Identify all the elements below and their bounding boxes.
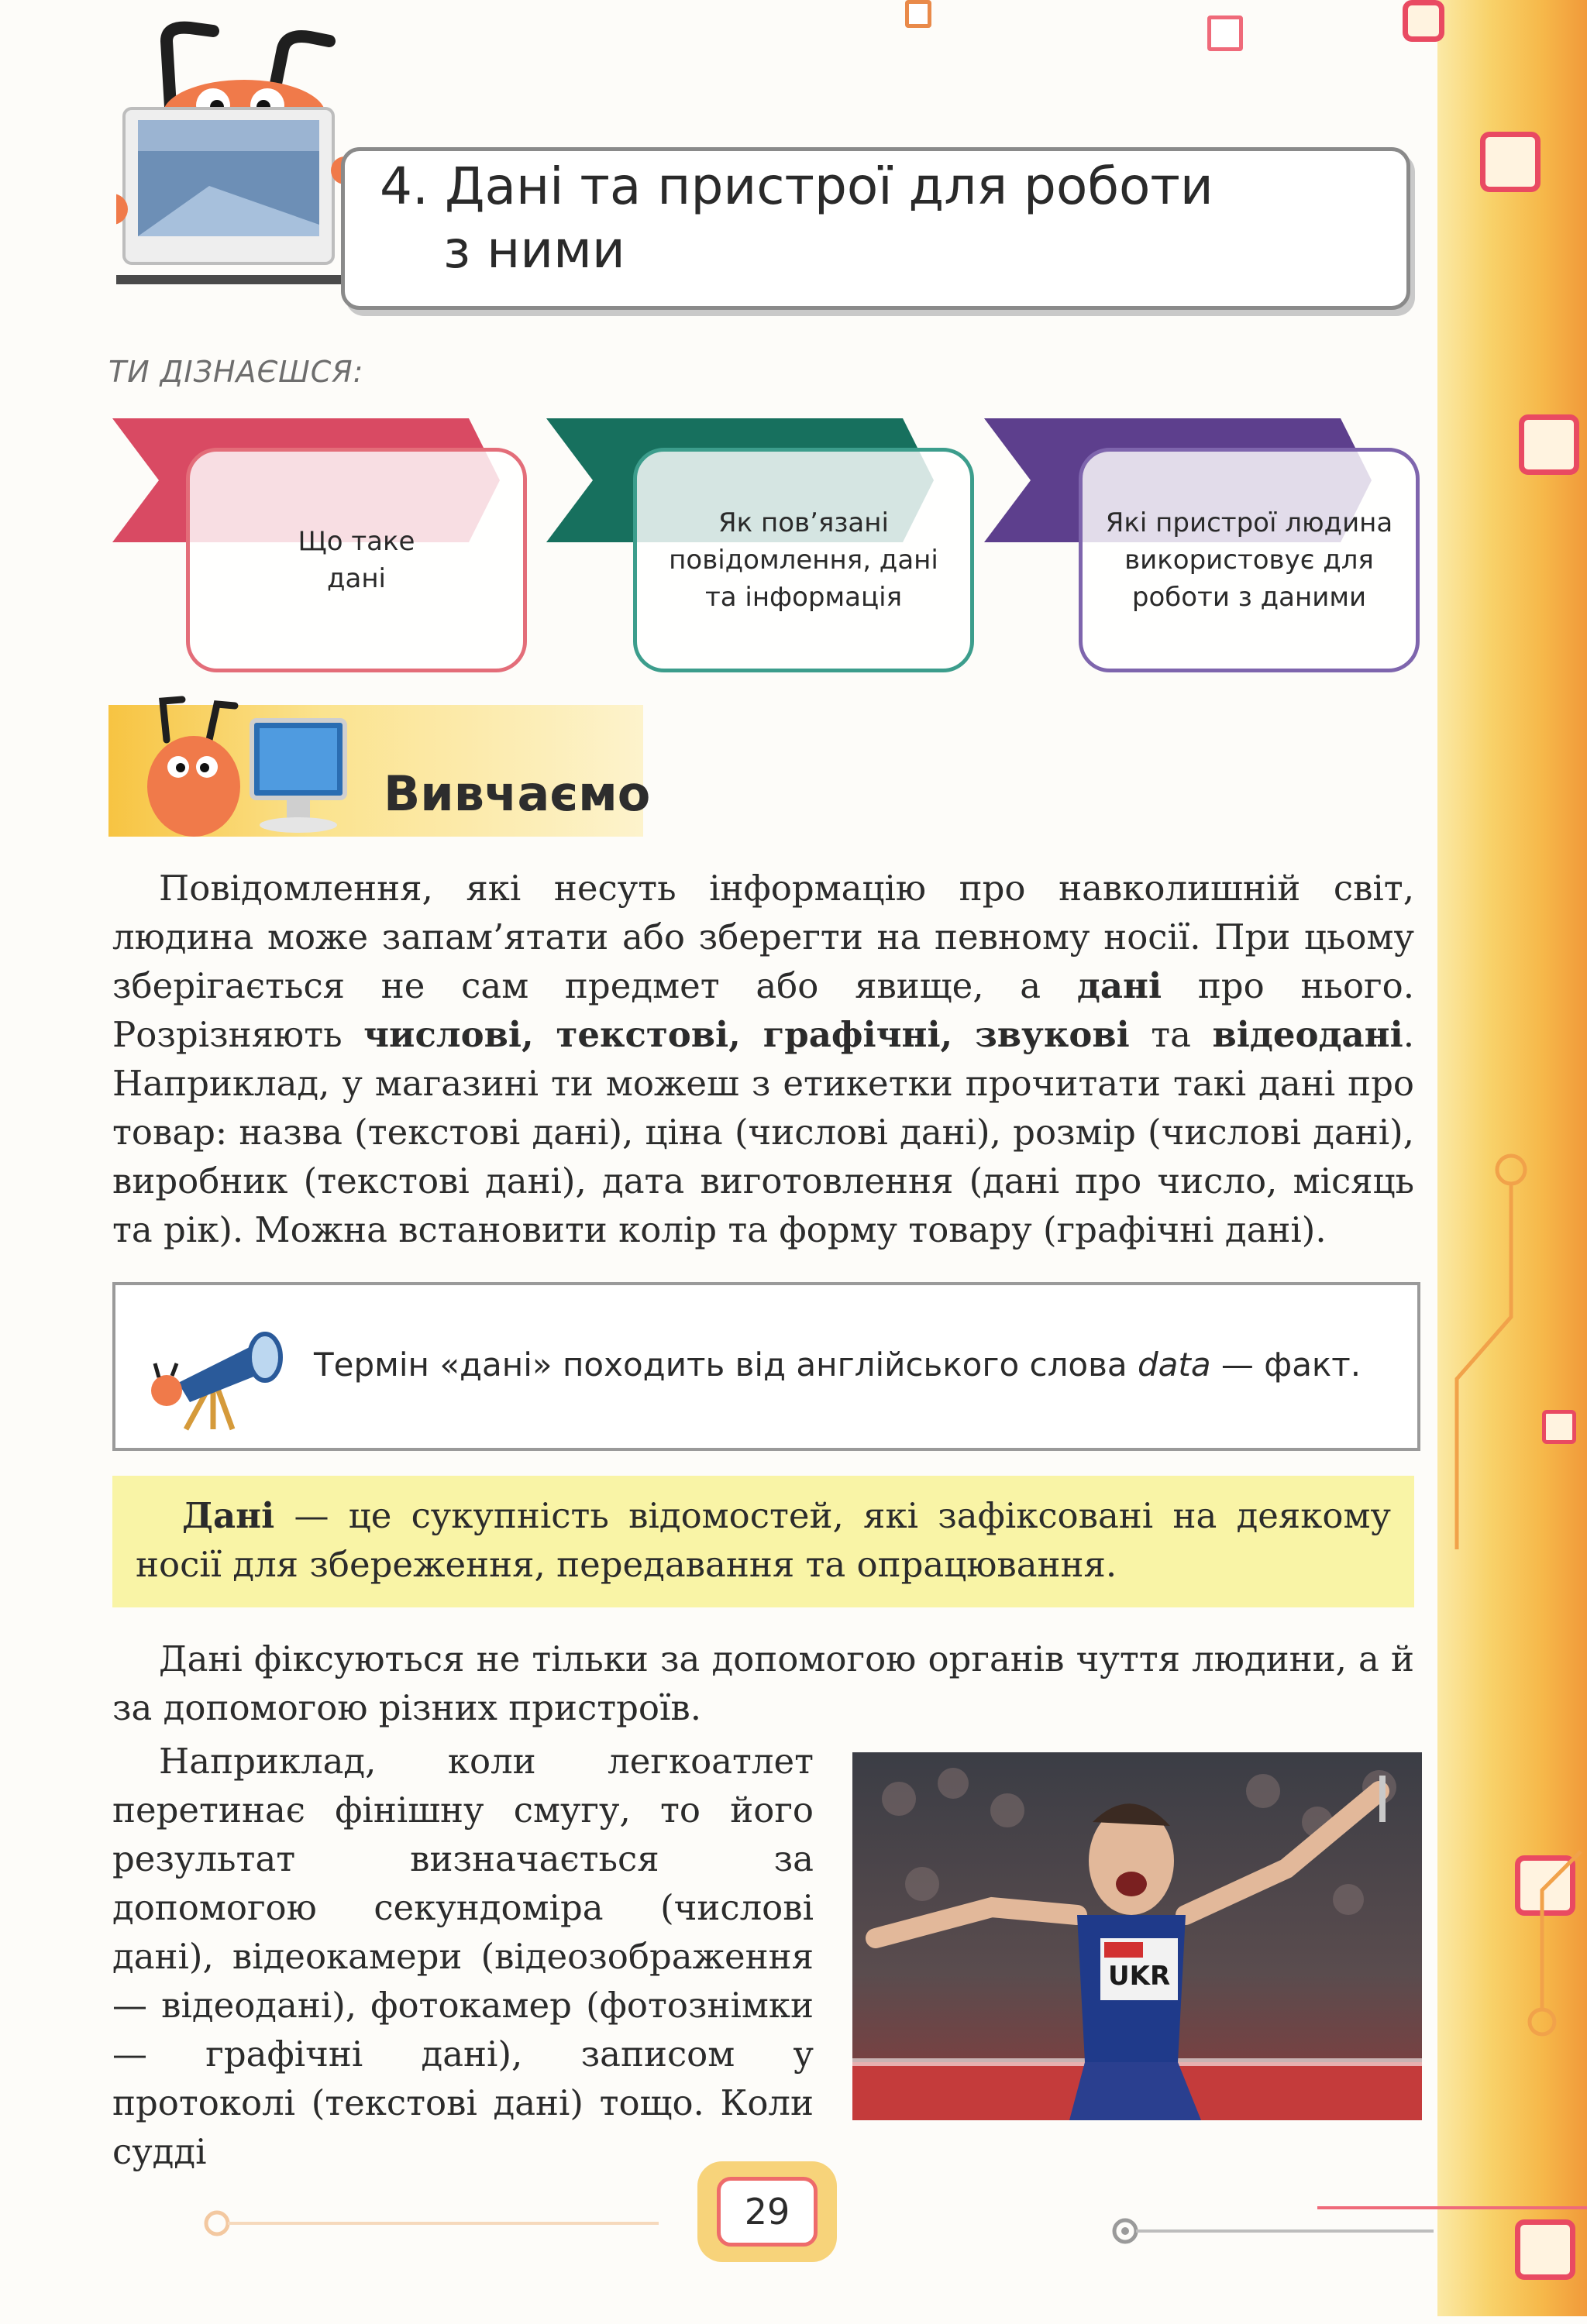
learning-card-2-text: Як пов’язані повідомлення, дані та інформація xyxy=(669,507,938,613)
section-title: Вивчаємо xyxy=(384,765,651,822)
paragraph-1 xyxy=(112,864,1414,1254)
learning-card-3 xyxy=(1079,448,1420,672)
chapter-title-line2: з ними xyxy=(443,220,625,280)
chapter-title-line1: 4. Дані та пристрої для роботи xyxy=(380,156,1213,216)
mascot-head-illustration xyxy=(155,14,349,115)
definition xyxy=(136,1491,1391,1589)
bold-video-data: відеодані xyxy=(1212,1014,1403,1055)
footer-line-left xyxy=(194,2200,674,2247)
decor-square xyxy=(1519,414,1579,475)
page-number-badge xyxy=(697,2161,837,2262)
learn-label: ТИ ДІЗНАЄШСЯ: xyxy=(108,355,364,389)
note-text xyxy=(314,1346,1361,1384)
footer-line-right xyxy=(1108,2200,1434,2262)
paragraph-1-text: Повідомлення, які несуть інформацію про навколишній світ, людина може запам’ятати або зберегти на певному носії. При цьому зберігається не сам предмет або явище, а xyxy=(112,868,1414,1006)
telescope-icon xyxy=(139,1317,294,1433)
paragraph-1-text: про нього. Розрізняють xyxy=(112,965,1415,1055)
learning-card-2 xyxy=(633,448,974,672)
page-number: 29 xyxy=(717,2177,818,2247)
decor-square xyxy=(1403,0,1444,42)
learning-card-1 xyxy=(186,448,527,672)
mascot-computer-illustration xyxy=(136,693,368,844)
chapter-title xyxy=(380,155,1372,282)
paragraph-1-text: . Наприклад, у магазині ти можеш з етикетки прочитати такі дані про товар: назва (текстові дані), ціна (числові дані), розмір (числові дані), виробник (текстові дані), дата виготовлення (дані про число, місяць та рік). Можна встановити колір та форму товару (графічні дані). xyxy=(112,1014,1414,1250)
note-italic-word: data xyxy=(1137,1346,1211,1384)
note-text-part: Термін «дані» походить від англійського слова xyxy=(314,1346,1138,1384)
decor-square xyxy=(905,0,931,28)
learning-card-3-text: Які пристрої людина використовує для роботи з даними xyxy=(1105,507,1393,613)
note-text-part: — факт. xyxy=(1210,1346,1362,1384)
paragraph-3: Наприклад, коли легкоатлет перетинає фінішну смугу, то його результат визначається за допомогою секундоміра (числові дані), відеокамери (відеозображення — відеодані), фотокамер (фотознімки — графічні дані), записом у протоколі (текстові дані) тощо. Коли судді xyxy=(112,1741,814,2172)
definition-term: Дані xyxy=(182,1495,275,1536)
jersey-text: UKR xyxy=(1108,1961,1171,1992)
paragraph-1-text: та xyxy=(1129,1014,1213,1055)
decor-square xyxy=(1480,132,1541,192)
definition-text: — це сукупність відомостей, які зафіксовані на деякому носії для збереження, передавання та опрацювання. xyxy=(136,1495,1391,1585)
laptop-illustration xyxy=(116,101,349,294)
learning-card-1-text: Що таке дані xyxy=(298,526,415,594)
bold-data-types: числові, текстові, графічні, звукові xyxy=(363,1014,1130,1055)
paragraph-2: Дані фіксуються не тільки за допомогою органів чуття людини, а й за допомогою різних пристроїв. xyxy=(112,1638,1414,1728)
athlete-photo xyxy=(852,1752,1422,2120)
decor-square xyxy=(1207,15,1243,51)
bold-term-data: дані xyxy=(1076,965,1162,1006)
